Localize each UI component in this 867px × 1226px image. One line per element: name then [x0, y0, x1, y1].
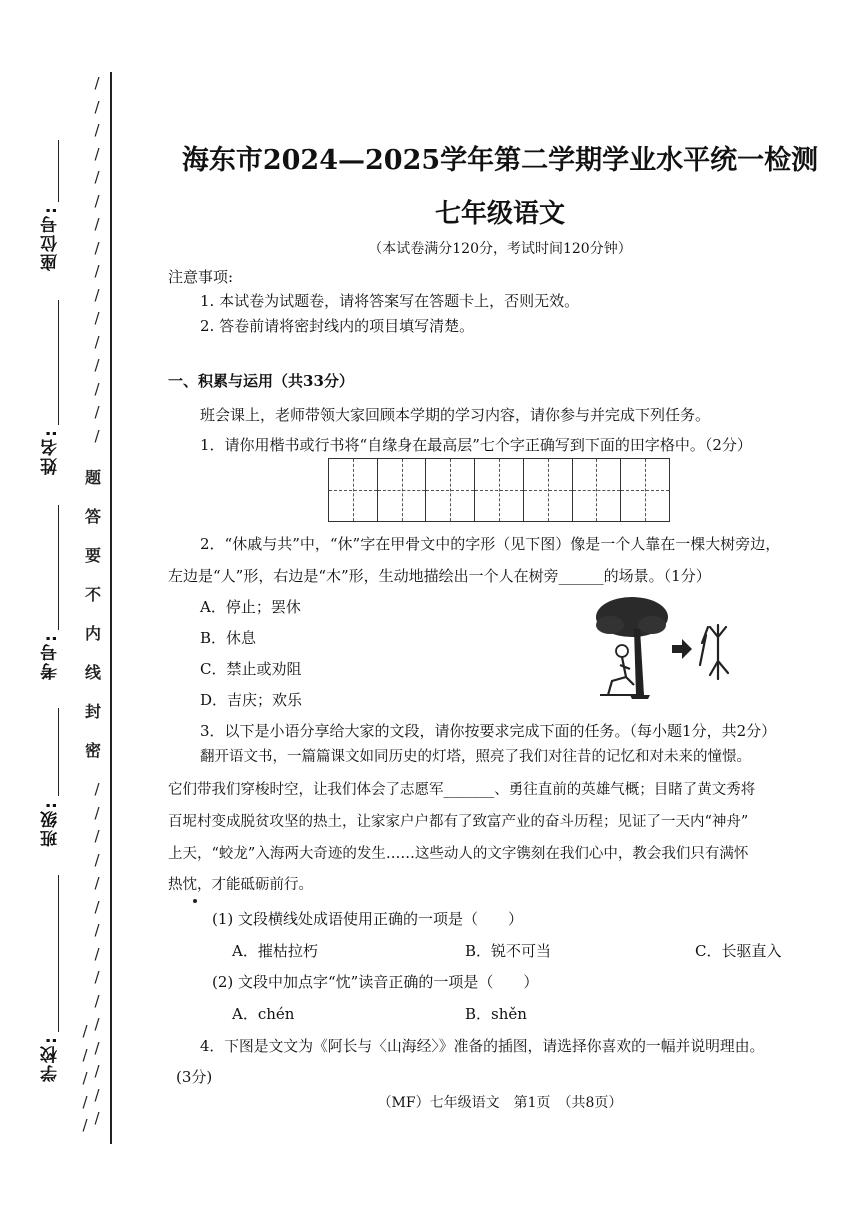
- slash-mark: /: [94, 309, 100, 327]
- slash-mark: /: [94, 168, 100, 186]
- slash-mark: /: [94, 1038, 100, 1057]
- question-2-line1: 2．“休戚与共”中，“休”字在甲骨文中的字形（见下图）像是一个人靠在一棵大树旁边，: [200, 535, 781, 553]
- slash-mark: /: [94, 379, 100, 398]
- seal-line-text: [80, 470, 106, 782]
- section-intro: 班会课上，老师带领大家回顾本学期的学习内容，请你参与并完成下列任务。: [200, 406, 711, 424]
- seal-char: 答: [84, 507, 101, 526]
- seal-char: 要: [84, 546, 101, 565]
- slash-mark: /: [82, 1022, 88, 1040]
- slash-mark: /: [94, 1015, 100, 1033]
- slash-mark: /: [94, 827, 100, 845]
- seal-char: 封: [84, 702, 101, 721]
- question-1: 1．请你用楷书或行书将“自缘身在最高层”七个字正确写到下面的田字格中。（2分）: [200, 436, 752, 454]
- class-field[interactable]: [58, 708, 59, 796]
- passage-line: 上天，“蛟龙”入海两大奇迹的发生……这些动人的文字镌刻在我们心中，教会我们只有满怀: [168, 846, 749, 862]
- slash-mark: /: [94, 97, 100, 116]
- slash-mark: /: [94, 121, 100, 139]
- name-field[interactable]: [58, 300, 59, 425]
- notice-heading: 注意事项:: [168, 268, 234, 286]
- slash-mark: /: [94, 897, 100, 916]
- arrow-icon: [672, 639, 692, 659]
- emphasis-dot: [193, 899, 197, 903]
- tianzige-grid: [328, 458, 670, 522]
- question-4-line2: (3分): [176, 1068, 213, 1086]
- page-footer: （MF）七年级语文 第1页 （共8页）: [377, 1095, 623, 1111]
- q2-option: C．禁止或劝阻: [200, 660, 302, 678]
- person-icon: [600, 645, 638, 695]
- slash-mark: /: [94, 780, 100, 798]
- exam-number-label: 考号:: [41, 633, 61, 680]
- oracle-glyph-icon: [700, 625, 728, 679]
- passage-line: 百坭村变成脱贫攻坚的热土，让家家户户都有了致富产业的奋斗历程；见证了一天内“神舟”: [168, 814, 749, 830]
- slash-mark: /: [94, 356, 100, 374]
- grid-cell: [329, 459, 378, 521]
- school-label: 学校:: [41, 1035, 61, 1082]
- slash-mark: /: [94, 238, 100, 257]
- slash-mark: /: [82, 1092, 88, 1111]
- grid-cell: [524, 459, 573, 521]
- binding-line: [110, 72, 112, 1144]
- slash-mark: /: [94, 403, 100, 421]
- exam-number-field[interactable]: [58, 505, 59, 630]
- slash-mark: /: [94, 74, 100, 92]
- slash-mark: /: [94, 803, 100, 822]
- notice-item: 1. 本试卷为试题卷，请将答案写在答题卡上，否则无效。: [200, 292, 580, 310]
- slash-mark: /: [94, 191, 100, 210]
- passage-line: 它们带我们穿梭时空，让我们体会了志愿军_______、勇往直前的英雄气概；目睹了黄文秀将: [168, 782, 756, 798]
- question-3-1: (1) 文段横线处成语使用正确的一项是（ ）: [212, 910, 524, 928]
- exam-note: （本试卷满分120分，考试时间120分钟）: [368, 241, 632, 257]
- slash-mark: /: [82, 1069, 88, 1087]
- slash-mark: /: [94, 944, 100, 963]
- seal-char: 题: [84, 468, 101, 487]
- binding-slashes-right: [82, 72, 112, 452]
- question-4-line1: 4．下图是文文为《阿长与〈山海经〉》准备的插图，请选择你喜欢的一幅并说明理由。: [200, 1038, 765, 1055]
- slash-mark: /: [94, 215, 100, 233]
- slash-mark: /: [94, 285, 100, 304]
- slash-mark: /: [94, 1109, 100, 1127]
- slash-mark: /: [94, 1062, 100, 1080]
- question-2-line2: 左边是“人”形，右边是“木”形，生动地描绘出一个人在树旁______的场景。（1分）: [168, 567, 711, 585]
- slash-mark: /: [94, 1085, 100, 1104]
- q3-2-option: A．chén: [232, 1005, 295, 1023]
- binding-slashes-left: [70, 1020, 100, 1150]
- seal-char: 不: [84, 585, 101, 604]
- notice-item: 2. 答卷前请将密封线内的项目填写清楚。: [200, 317, 475, 335]
- q2-option: B．休息: [200, 629, 257, 647]
- grid-cell: [426, 459, 475, 521]
- seat-number-field[interactable]: [58, 140, 59, 202]
- slash-mark: /: [94, 426, 100, 445]
- slash-mark: /: [94, 144, 100, 163]
- slash-mark: /: [94, 968, 100, 986]
- question-3: 3．以下是小语分享给大家的文段，请你按要求完成下面的任务。（每小题1分，共2分）: [200, 722, 777, 740]
- slash-mark: /: [94, 332, 100, 351]
- q3-1-option: B．锐不可当: [465, 942, 552, 960]
- slash-mark: /: [94, 262, 100, 280]
- slash-mark: /: [94, 850, 100, 869]
- slash-mark: /: [94, 874, 100, 892]
- slash-mark: /: [82, 1116, 88, 1134]
- exam-subtitle: 七年级语文: [434, 199, 565, 229]
- passage-line: 热忱，才能砥砺前行。: [168, 877, 313, 893]
- passage-line: 翻开语文书，一篇篇课文如同历史的灯塔，照亮了我们对往昔的记忆和对未来的憧憬。: [200, 749, 751, 765]
- question-3-2: (2) 文段中加点字“忱”读音正确的一项是（ ）: [212, 973, 539, 991]
- grid-cell: [378, 459, 427, 521]
- seal-char: 内: [84, 624, 101, 643]
- grid-cell: [621, 459, 669, 521]
- q3-1-option: C．长驱直入: [695, 942, 782, 960]
- slash-mark: /: [82, 1045, 88, 1064]
- grid-cell: [573, 459, 622, 521]
- q3-2-option: B．shěn: [465, 1005, 527, 1023]
- seal-char: 密: [84, 741, 101, 760]
- class-label: 班级:: [41, 800, 61, 847]
- exam-title: 海东市2024—2025学年第二学期学业水平统一检测: [181, 145, 819, 176]
- section-heading: 一、积累与运用（共33分）: [168, 372, 354, 390]
- seal-char: 线: [84, 663, 101, 682]
- slash-mark: /: [94, 991, 100, 1010]
- school-field[interactable]: [58, 875, 59, 1032]
- grid-cell: [475, 459, 524, 521]
- q2-option: D．吉庆；欢乐: [200, 691, 303, 709]
- q3-1-option: A．摧枯拉朽: [232, 942, 318, 960]
- q2-option: A．停止；罢休: [200, 598, 301, 616]
- seat-number-label: 座位号:: [41, 205, 61, 271]
- oracle-bone-illustration: [590, 595, 740, 705]
- name-label: 姓名:: [41, 428, 61, 475]
- slash-mark: /: [94, 921, 100, 939]
